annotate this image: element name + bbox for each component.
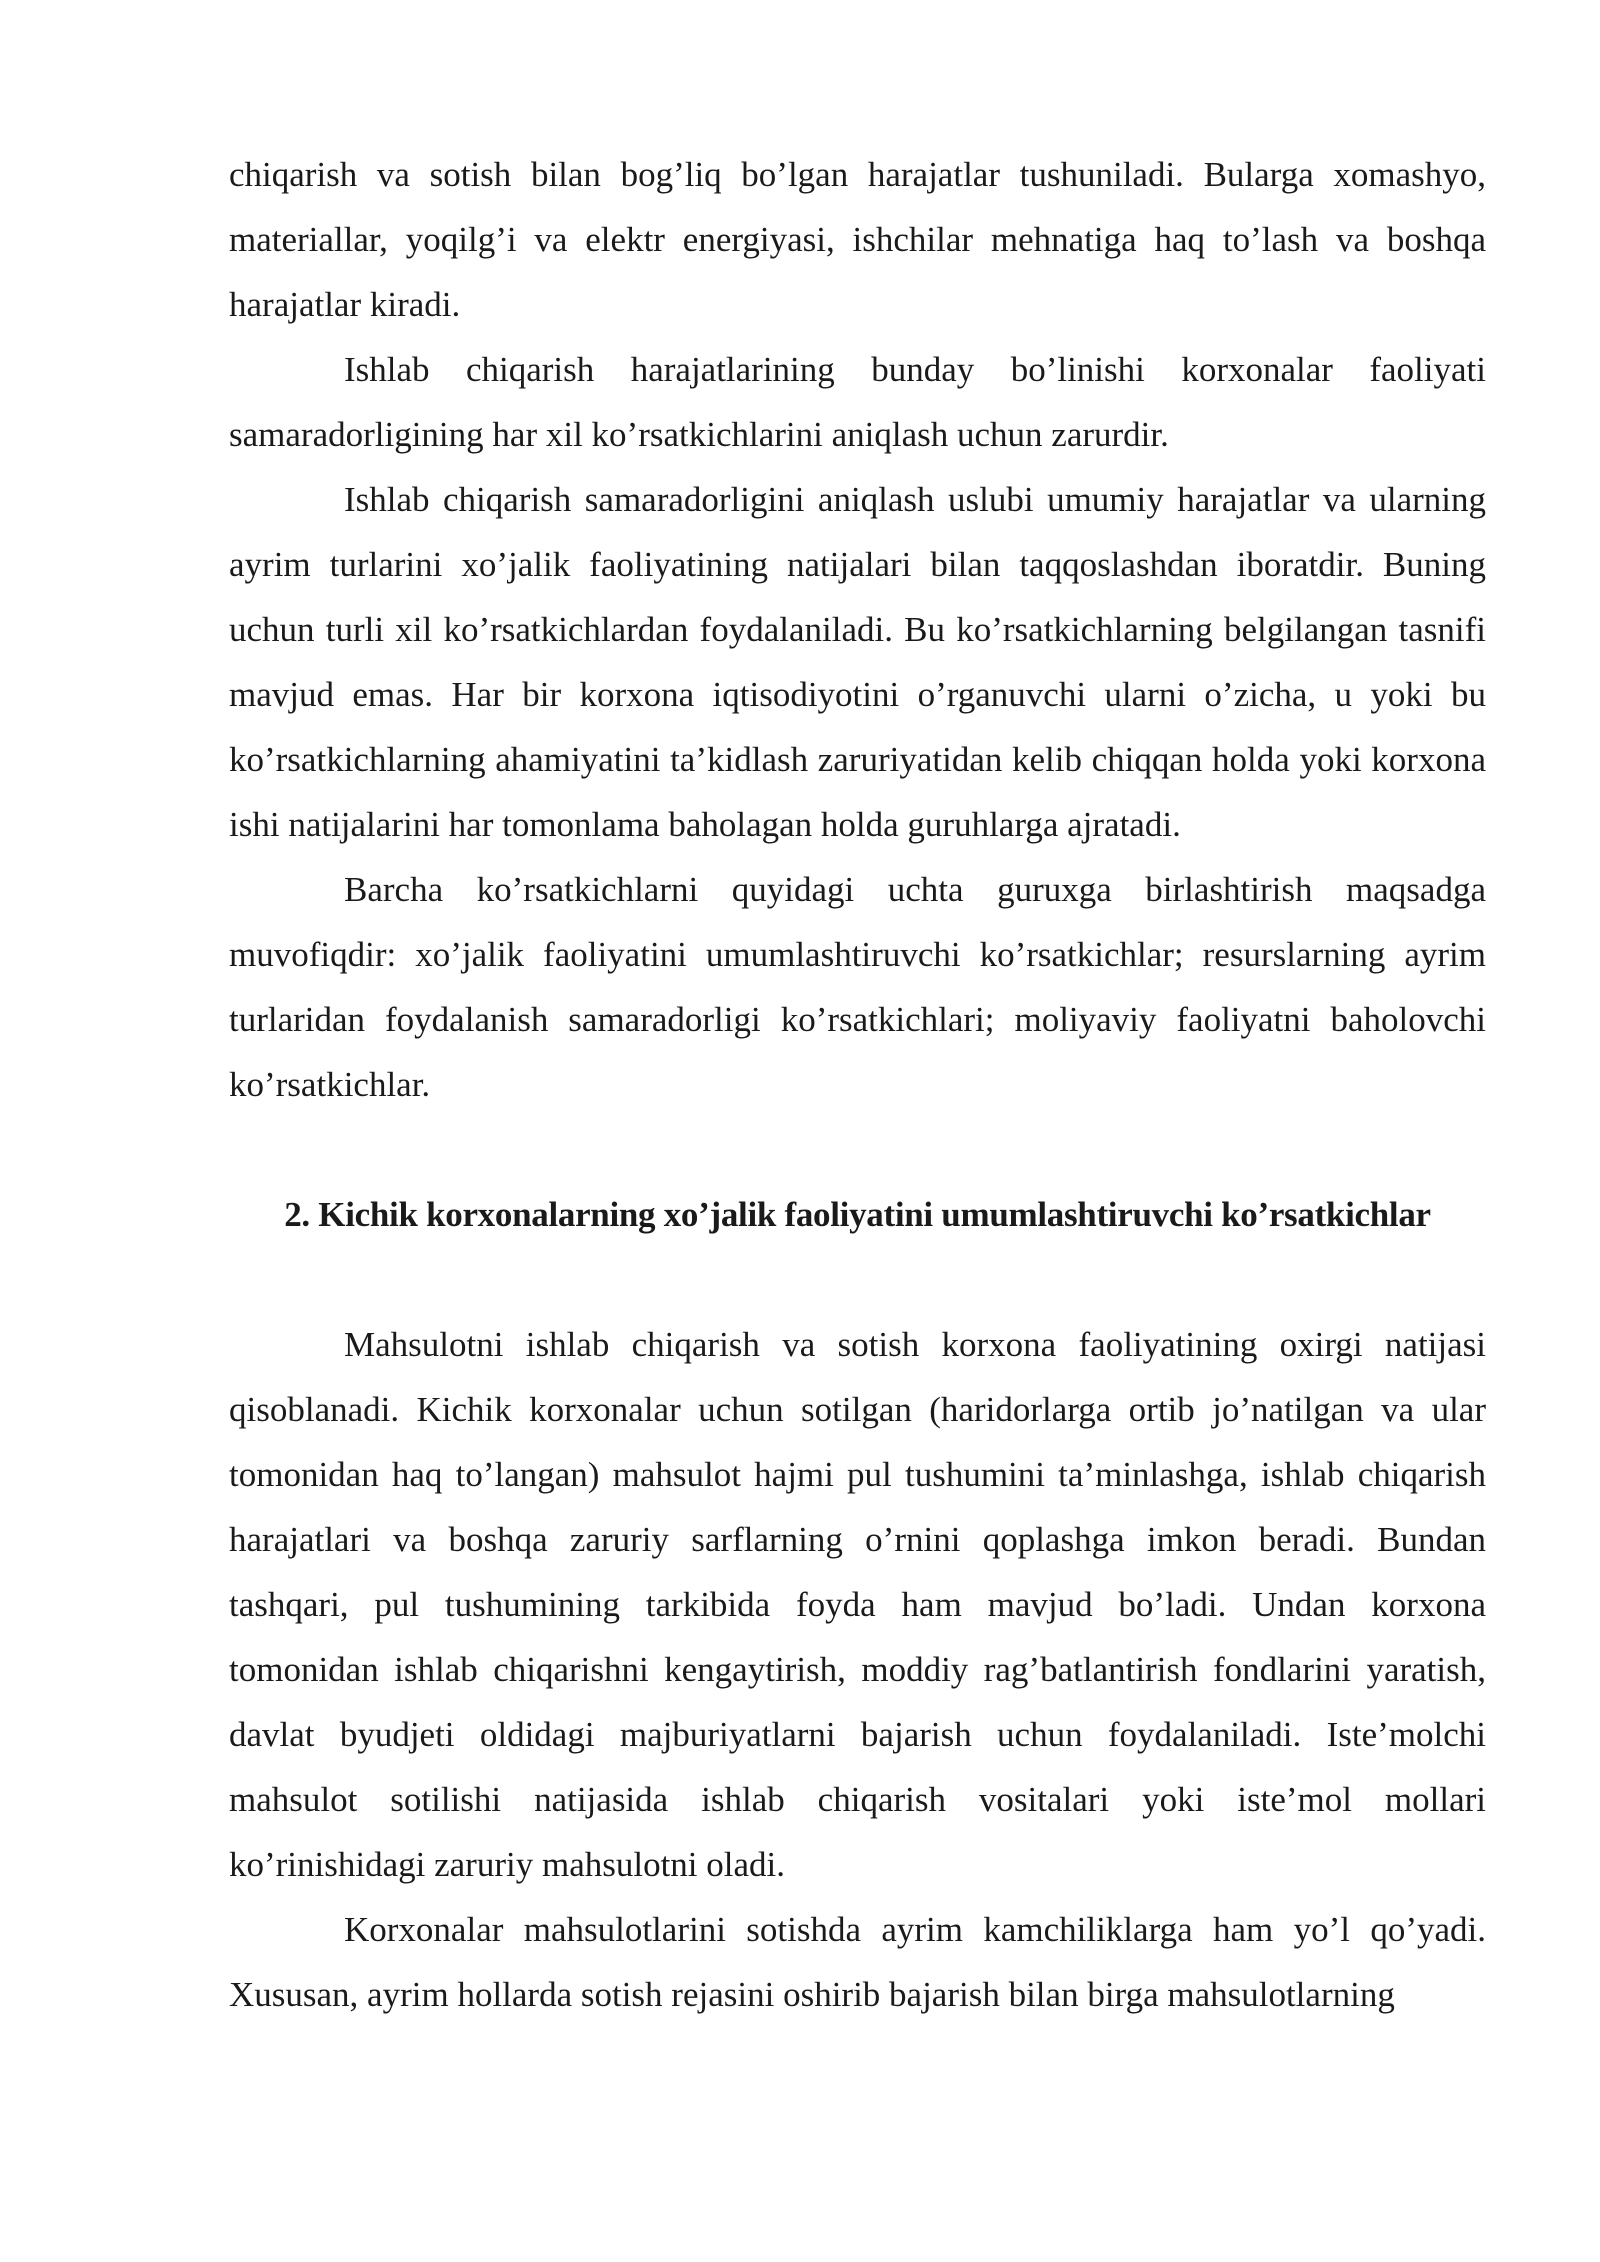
paragraph-3: Ishlab chiqarish samaradorligini aniqlash uslubi umumiy harajatlar va ularning ayrim turlarini xo’jalik faoliyatining natijalari bilan taqqoslashdan iboratdir. Buning uchun turli xil ko’rsatkichlardan foydalaniladi. Bu ko’rsatkichlarning belgilangan tasnifi mavjud emas. Har bir korxona iqtisodiyotini o’rganuvchi ularni o’zicha, u yoki bu ko’rsatkichlarning ahamiyatini ta’kidlash zaruriyatidan kelib chiqqan holda yoki korxona ishi natijalarini har tomonlama baholagan holda guruhlarga ajratadi. — [229, 480, 1486, 844]
paragraph-5: Mahsulotni ishlab chiqarish va sotish korxona faoliyatining oxirgi natijasi qisoblanadi. Kichik korxonalar uchun sotilgan (haridorlarga ortib jo’natilgan va ular tomonidan haq to’langan) mahsulot hajmi pul tushumini ta’minlashga, ishlab chiqarish harajatlari va boshqa zaruriy sarflarning o’rnini qoplashga imkon beradi. Bundan tashqari, pul tushumining tarkibida foyda ham mavjud bo’ladi. Undan korxona tomonidan ishlab chiqarishni kengaytirish, moddiy rag’batlantirish fondlarini yaratish, davlat byudjeti oldidagi majburiyatlarni bajarish uchun foydalaniladi. Iste’molchi mahsulot sotilishi natijasida ishlab chiqarish vositalari yoki iste’mol mollari ko’rinishidagi zaruriy mahsulotni oladi. — [229, 1325, 1486, 1884]
paragraph-6: Korxonalar mahsulotlarini sotishda ayrim kamchiliklarga ham yo’l qo’yadi. Xususan, ayrim hollarda sotish rejasini oshirib bajarish bilan birga mahsulotlarning — [229, 1910, 1486, 2014]
paragraph-1: chiqarish va sotish bilan bog’liq bo’lgan harajatlar tushuniladi. Bularga xomashyo, materiallar, yoqilg’i va elektr energiyasi, ishchilar mehnatiga haq to’lash va boshqa harajatlar kiradi. — [229, 155, 1486, 324]
text-column — [229, 142, 1486, 2027]
paragraph-2: Ishlab chiqarish harajatlarining bunday bo’linishi korxonalar faoliyati samaradorligining har xil ko’rsatkichlarini aniqlash uchun zarurdir. — [229, 350, 1486, 454]
section-heading: 2. Kichik korxonalarning xo’jalik faoliyatini umumlashtiruvchi ko’rsatkichlar — [284, 1195, 1431, 1234]
paragraph-4: Barcha ko’rsatkichlarni quyidagi uchta guruxga birlashtirish maqsadga muvofiqdir: xo’jalik faoliyatini umumlashtiruvchi ko’rsatkichlar; resurslarning ayrim turlaridan foydalanish samaradorligi ko’rsatkichlari; moliyaviy faoliyatni baholovchi ko’rsatkichlar. — [229, 870, 1486, 1104]
